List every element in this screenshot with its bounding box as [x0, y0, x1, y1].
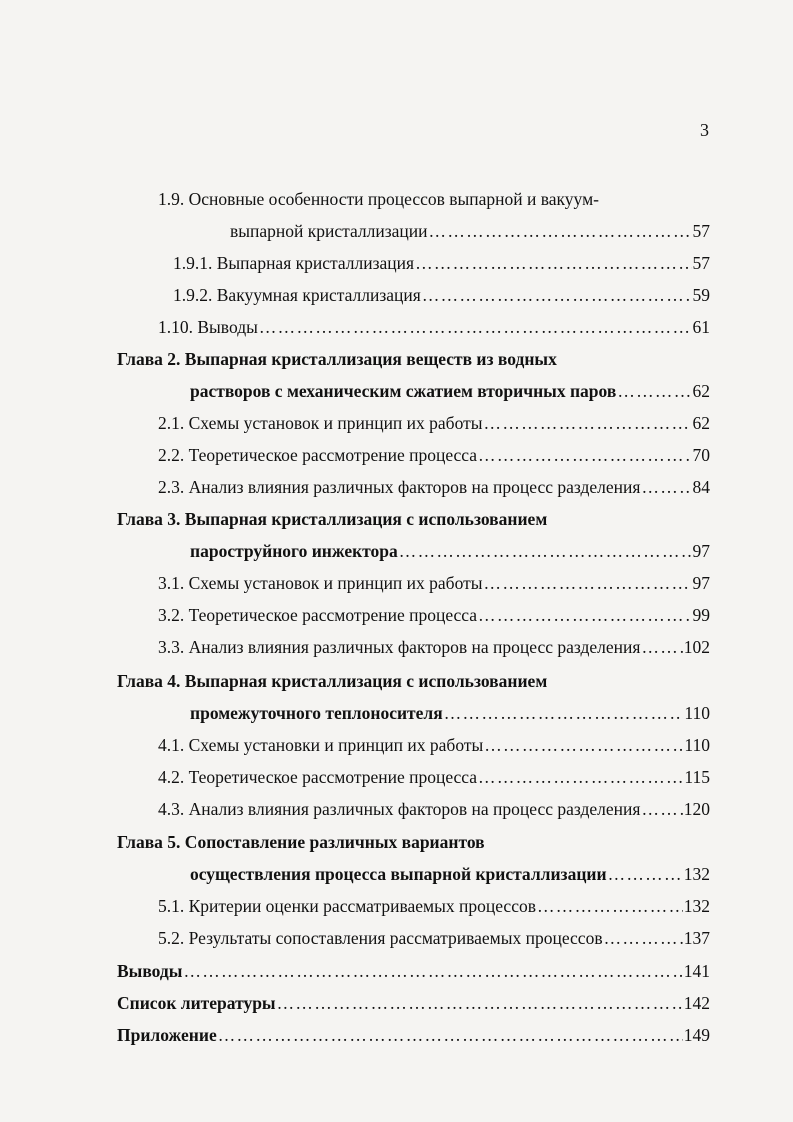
toc-page-number: 110 — [684, 703, 710, 723]
page-number: 3 — [700, 120, 709, 140]
toc-page-number: 84 — [692, 477, 710, 497]
leader-dots — [537, 895, 683, 917]
toc-label: 1.10. Выводы — [158, 317, 258, 337]
toc-entry-appendix — [117, 1024, 710, 1046]
toc-page-number: 57 — [692, 221, 710, 241]
leader-dots — [478, 766, 683, 788]
toc-entry-3-3 — [158, 636, 710, 658]
toc-label: 4.3. Анализ влияния различных факторов на процесс разделения — [158, 799, 641, 819]
toc-label: 2.3. Анализ влияния различных факторов на процесс разделения — [158, 477, 641, 497]
toc-entry-1-9-2 — [173, 284, 710, 306]
toc-entry-1-9-1 — [173, 252, 710, 274]
toc-label: растворов с механическим сжатием вторичных паров — [190, 381, 617, 401]
leader-dots — [422, 284, 692, 306]
toc-label: промежуточного теплоносителя — [190, 703, 443, 723]
toc-label: Приложение — [117, 1025, 217, 1045]
toc-entry-2-2 — [158, 444, 710, 466]
leader-dots — [429, 220, 692, 242]
toc-page-number: 62 — [692, 381, 710, 401]
leader-dots — [641, 636, 682, 658]
leader-dots — [259, 316, 692, 338]
toc-chapter-2-line1: Глава 2. Выпарная кристаллизация веществ из водных — [117, 349, 557, 369]
toc-label: 4.2. Теоретическое рассмотрение процесса — [158, 767, 478, 787]
toc-label: 3.1. Схемы установок и принцип их работы — [158, 573, 483, 593]
toc-label: 3.3. Анализ влияния различных факторов на процесс разделения — [158, 637, 641, 657]
toc-page-number: 115 — [684, 767, 710, 787]
leader-dots — [641, 798, 682, 820]
toc-chapter-3-line1: Глава 3. Выпарная кристаллизация с использованием — [117, 509, 548, 529]
toc-page-number: 142 — [683, 993, 710, 1013]
toc-entry-1-9-line1: 1.9. Основные особенности процессов выпарной и вакуум- — [158, 189, 599, 209]
leader-dots — [484, 412, 692, 434]
leader-dots — [478, 604, 691, 626]
toc-label: 1.9.2. Вакуумная кристаллизация — [173, 285, 421, 305]
toc-chapter-4 — [190, 702, 710, 724]
toc-label: 5.1. Критерии оценки рассматриваемых процессов — [158, 896, 536, 916]
toc-chapter-3 — [190, 540, 710, 562]
toc-chapter-5 — [190, 863, 710, 885]
toc-page-number: 149 — [683, 1025, 710, 1045]
toc-page-number: 61 — [692, 317, 710, 337]
toc-entry-5-1 — [158, 895, 710, 917]
toc-entry-1-9 — [230, 220, 710, 242]
toc-chapter-5-line1: Глава 5. Сопоставление различных вариантов — [117, 832, 485, 852]
leader-dots — [484, 572, 692, 594]
toc-entry-references — [117, 992, 710, 1014]
toc-entry-2-1 — [158, 412, 710, 434]
toc-entry-1-10 — [158, 316, 710, 338]
toc-page-number: 62 — [692, 413, 710, 433]
toc-page-number: 70 — [692, 445, 710, 465]
leader-dots — [478, 444, 691, 466]
toc-entry-4-3 — [158, 798, 710, 820]
leader-dots — [608, 863, 683, 885]
toc-entry-3-1 — [158, 572, 710, 594]
toc-page-number: 99 — [692, 605, 710, 625]
toc-label: пароструйного инжектора — [190, 541, 398, 561]
toc-entry-conclusions — [117, 960, 710, 982]
leader-dots — [484, 734, 683, 756]
leader-dots — [399, 540, 692, 562]
toc-page-number: 132 — [683, 896, 710, 916]
toc-page-number: 132 — [683, 864, 710, 884]
leader-dots — [415, 252, 691, 274]
toc-page-number: 120 — [683, 799, 710, 819]
toc-chapter-2 — [190, 380, 710, 402]
leader-dots — [183, 960, 682, 982]
toc-entry-2-3 — [158, 476, 710, 498]
leader-dots — [604, 927, 683, 949]
toc-page-number: 102 — [683, 637, 710, 657]
toc-label: Список литературы — [117, 993, 276, 1013]
toc-label: 2.2. Теоретическое рассмотрение процесса — [158, 445, 478, 465]
toc-page-number: 59 — [692, 285, 710, 305]
toc-page-number: 141 — [683, 961, 710, 981]
toc-entry-3-2 — [158, 604, 710, 626]
leader-dots — [277, 992, 683, 1014]
toc-page-number: 97 — [692, 573, 710, 593]
leader-dots — [617, 380, 691, 402]
toc-chapter-4-line1: Глава 4. Выпарная кристаллизация с использованием — [117, 671, 548, 691]
toc-label: осуществления процесса выпарной кристаллизации — [190, 864, 607, 884]
toc-label: 5.2. Результаты сопоставления рассматриваемых процессов — [158, 928, 603, 948]
toc-page-number: 110 — [684, 735, 710, 755]
toc-entry-4-1 — [158, 734, 710, 756]
toc-label: 1.9.1. Выпарная кристаллизация — [173, 253, 415, 273]
toc-label: 3.2. Теоретическое рассмотрение процесса — [158, 605, 478, 625]
toc-label: 4.1. Схемы установки и принцип их работы — [158, 735, 484, 755]
leader-dots — [444, 702, 684, 724]
toc-page-number: 57 — [692, 253, 710, 273]
toc-page-number: 137 — [683, 928, 710, 948]
toc-label: выпарной кристаллизации — [230, 221, 428, 241]
toc-entry-4-2 — [158, 766, 710, 788]
toc-entry-5-2 — [158, 927, 710, 949]
toc-label: Выводы — [117, 961, 183, 981]
toc-label: 2.1. Схемы установок и принцип их работы — [158, 413, 483, 433]
toc-page-number: 97 — [692, 541, 710, 561]
leader-dots — [218, 1024, 683, 1046]
leader-dots — [641, 476, 691, 498]
